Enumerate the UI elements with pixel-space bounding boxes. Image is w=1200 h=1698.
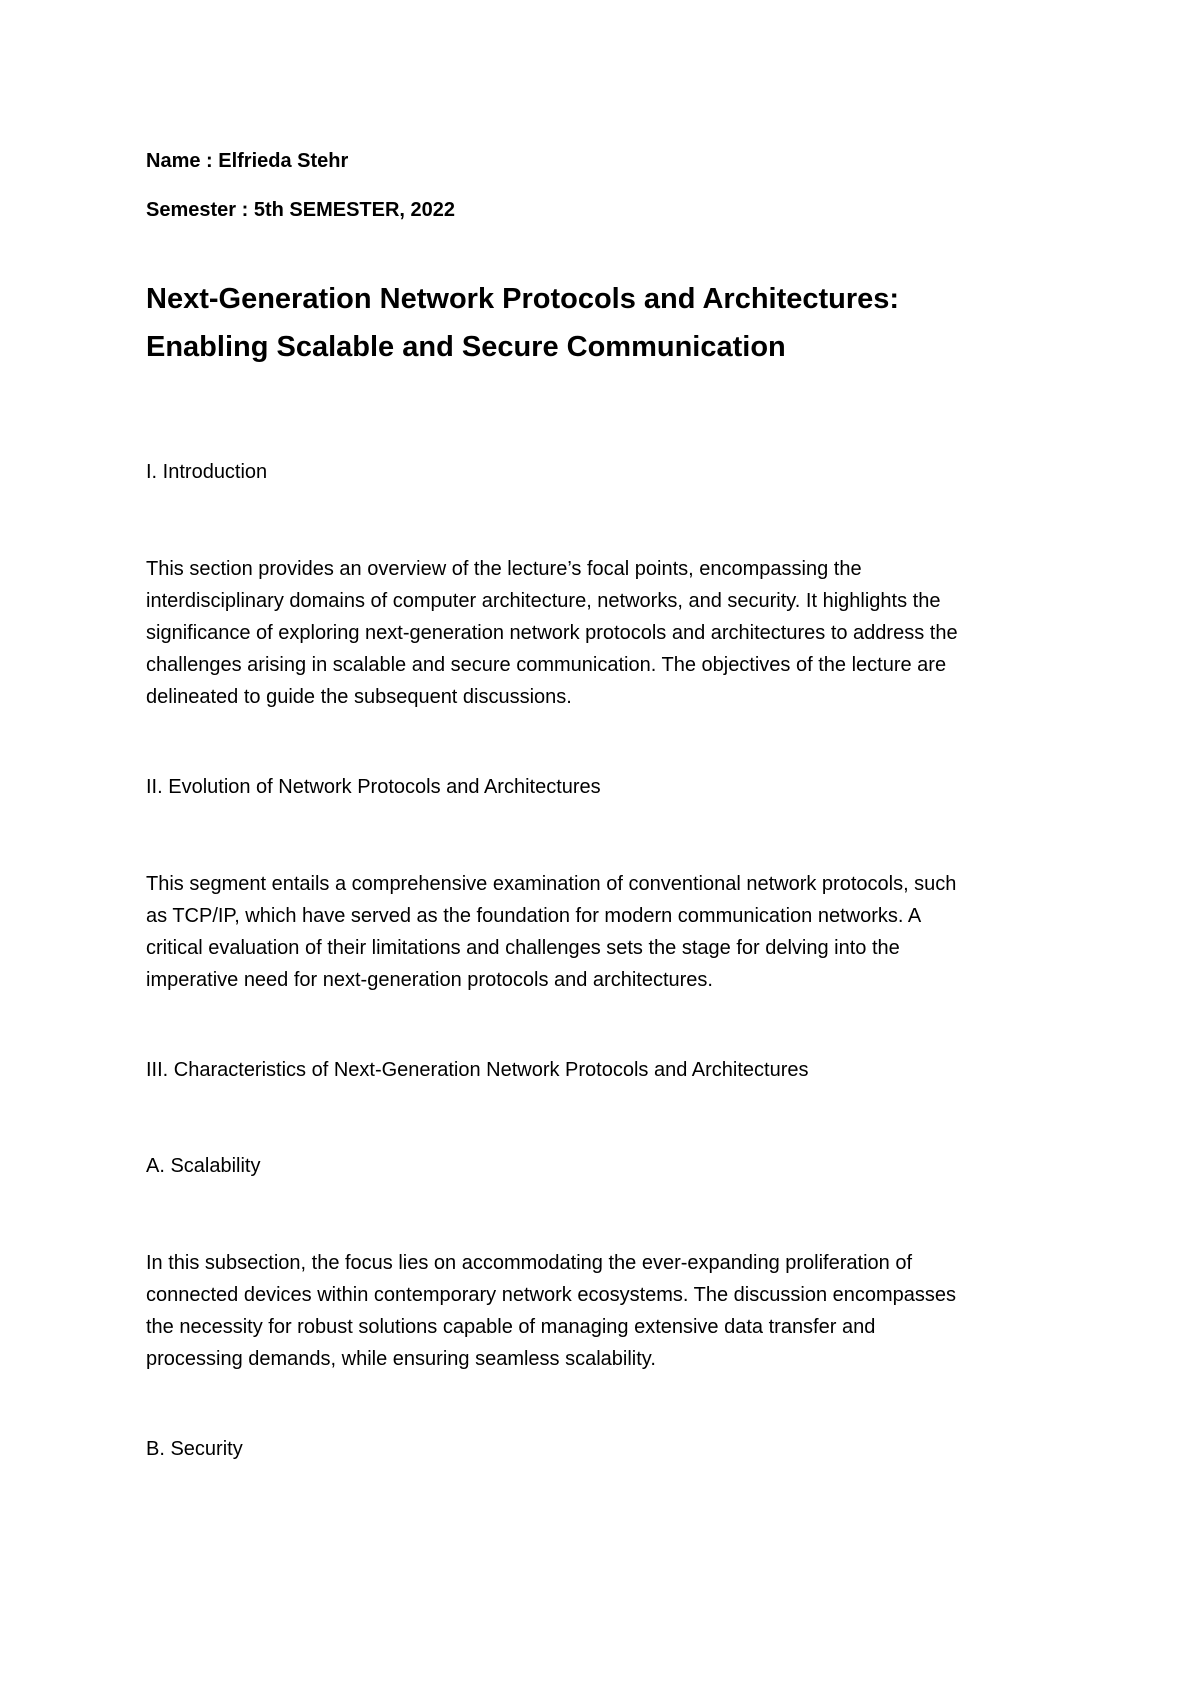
paragraph-line: the necessity for robust solutions capable of managing extensive data transfer and [146, 1316, 876, 1338]
paragraph-line: interdisciplinary domains of computer architecture, networks, and security. It highlights the [146, 590, 941, 612]
section-heading-characteristics: III. Characteristics of Next-Generation Network Protocols and Architectures [146, 1059, 809, 1081]
paragraph-line: challenges arising in scalable and secure communication. The objectives of the lecture are [146, 654, 947, 676]
paragraph-line: This section provides an overview of the lecture’s focal points, encompassing the [146, 558, 862, 580]
paragraph-line: significance of exploring next-generation network protocols and architectures to address the [146, 622, 958, 644]
paragraph-line: as TCP/IP, which have served as the foundation for modern communication networks. A [146, 905, 922, 927]
paragraph-line: delineated to guide the subsequent discussions. [146, 686, 572, 708]
paragraph-line: This segment entails a comprehensive examination of conventional network protocols, such [146, 873, 957, 895]
paragraph-line: connected devices within contemporary network ecosystems. The discussion encompasses [146, 1284, 957, 1306]
student-name: Name : Elfrieda Stehr [146, 150, 349, 172]
paragraph-scalability [146, 1247, 1066, 1375]
subsection-heading-security: B. Security [146, 1438, 243, 1460]
document-title-line: Next-Generation Network Protocols and Architectures: [146, 283, 900, 315]
document-title-line: Enabling Scalable and Secure Communication [146, 331, 786, 363]
semester-info: Semester : 5th SEMESTER, 2022 [146, 199, 456, 221]
paragraph-line: In this subsection, the focus lies on accommodating the ever-expanding proliferation of [146, 1252, 912, 1274]
section-heading-introduction: I. Introduction [146, 461, 268, 483]
subsection-heading-scalability: A. Scalability [146, 1155, 261, 1177]
document-page [146, 148, 1066, 1462]
paragraph-line: critical evaluation of their limitations and challenges sets the stage for delving into the [146, 937, 900, 959]
paragraph-evolution [146, 868, 1066, 996]
paragraph-line: processing demands, while ensuring seamless scalability. [146, 1348, 656, 1370]
paragraph-line: imperative need for next-generation protocols and architectures. [146, 969, 713, 991]
document-title [146, 275, 1066, 371]
paragraph-introduction [146, 553, 1066, 713]
section-heading-evolution: II. Evolution of Network Protocols and Architectures [146, 776, 601, 798]
